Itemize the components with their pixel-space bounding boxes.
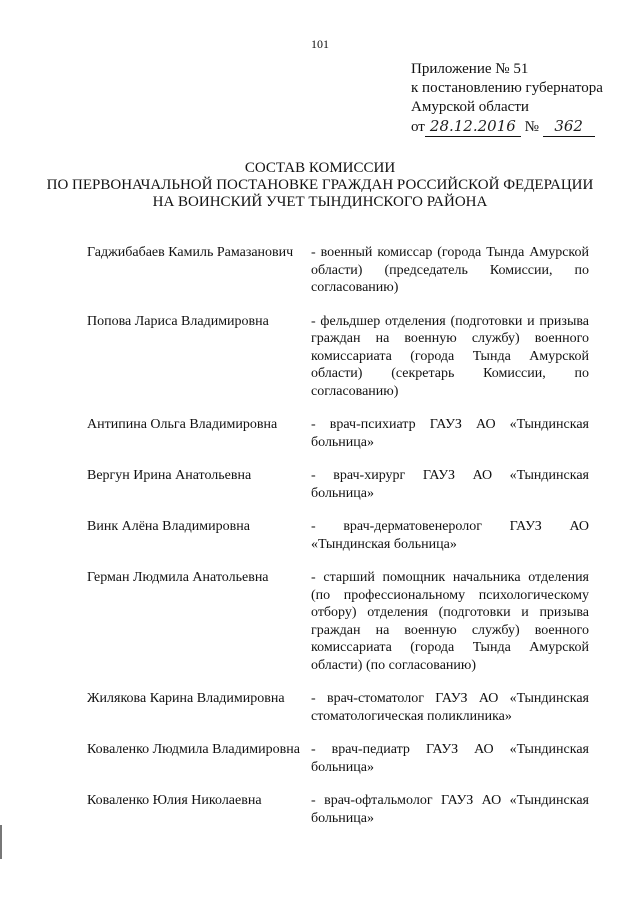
date-prefix: от — [411, 119, 425, 135]
member-role: - врач-офтальмолог ГАУЗ АО «Тындинская больница» — [311, 793, 589, 826]
member-name: Герман Людмила Анатольевна — [87, 570, 269, 585]
member-row — [87, 690, 589, 725]
number-prefix: № — [524, 119, 539, 135]
member-role: - врач-дерматовенеролог ГАУЗ АО «Тындинская больница» — [311, 519, 589, 552]
member-name: Попова Лариса Владимировна — [87, 313, 269, 329]
handwritten-date: 28.12.2016 — [425, 117, 521, 137]
member-row — [87, 244, 589, 297]
member-role: - врач-педиатр ГАУЗ АО «Тындинская больница» — [311, 742, 589, 775]
member-role: - старший помощник начальника отделения (по профессиональному психологическому отбору) отделения (подготовки и призыва граждан на военную службу) военного комиссариата (города Тында Амурской области) (по согласованию) — [311, 570, 589, 673]
member-row — [87, 313, 589, 401]
member-role: - врач-хирург ГАУЗ АО «Тындинская больница» — [311, 468, 589, 501]
member-name: Жилякова Карина Владимировна — [87, 691, 285, 706]
scan-edge-mark — [0, 825, 2, 859]
member-row — [87, 467, 589, 502]
title-line-3: НА ВОИНСКИЙ УЧЕТ ТЫНДИНСКОГО РАЙОНА — [152, 194, 488, 210]
member-row — [87, 741, 589, 776]
member-row — [87, 569, 589, 674]
appendix-line-3: Амурской области — [411, 99, 529, 115]
member-role: - фельдшер отделения (подготовки и призыва граждан на военную службу) военного комиссариата (города Тында Амурской области) (секретарь Комиссии, по согласованию) — [311, 313, 589, 399]
member-name: Вергун Ирина Анатольевна — [87, 468, 252, 483]
page-number: 101 — [311, 37, 329, 51]
title-line-2: ПО ПЕРВОНАЧАЛЬНОЙ ПОСТАНОВКЕ ГРАЖДАН РОССИЙСКОЙ ФЕДЕРАЦИИ — [46, 177, 594, 193]
handwritten-number: 362 — [543, 117, 595, 137]
member-name: Коваленко Людмила Владимировна — [87, 742, 300, 757]
members-list — [87, 244, 589, 843]
member-row — [87, 416, 589, 451]
title-line-1: СОСТАВ КОМИССИИ — [244, 160, 396, 176]
appendix-block — [411, 60, 603, 137]
appendix-line-1: Приложение № 51 — [411, 61, 529, 77]
appendix-line-2: к постановлению губернатора — [411, 80, 603, 96]
appendix-date-line — [411, 117, 603, 137]
member-row — [87, 518, 589, 553]
member-name: Винк Алёна Владимировна — [87, 519, 250, 534]
member-row — [87, 792, 589, 827]
member-role: - врач-стоматолог ГАУЗ АО «Тындинская стоматологическая поликлиника» — [311, 691, 589, 724]
member-role: - врач-психиатр ГАУЗ АО «Тындинская больница» — [311, 417, 589, 450]
member-name: Гаджибабаев Камиль Рамазанович — [87, 245, 294, 260]
document-title — [0, 160, 640, 211]
member-role: - военный комиссар (города Тында Амурской области) (председатель Комиссии, по согласованию) — [311, 245, 589, 295]
member-name: Коваленко Юлия Николаевна — [87, 793, 262, 808]
member-name: Антипина Ольга Владимировна — [87, 417, 278, 432]
